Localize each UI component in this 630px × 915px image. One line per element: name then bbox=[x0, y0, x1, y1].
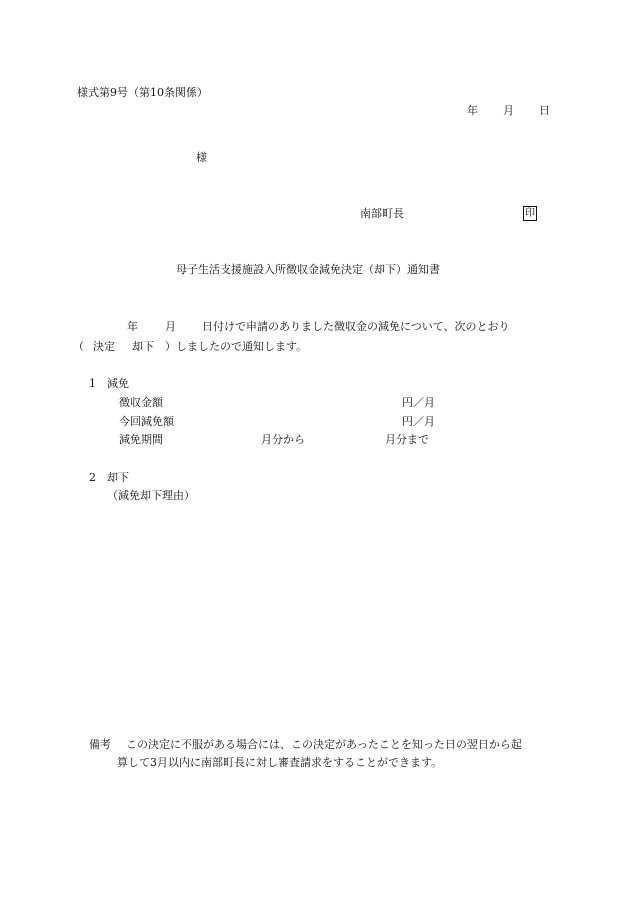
row-label: 徴収金額 bbox=[119, 396, 163, 409]
section1-heading: 減免 bbox=[107, 377, 129, 390]
period-label: 減免期間 bbox=[119, 433, 163, 446]
section1-number: 1 bbox=[89, 377, 96, 390]
body-month: 月 bbox=[165, 320, 176, 333]
document-title: 母子生活支援施設入所徴収金減免決定（却下）通知書 bbox=[176, 263, 440, 276]
body-line1: 日付けで申請のありました徴収金の減免について、次のとおり bbox=[202, 320, 510, 333]
body-line2: ）しましたので通知します。 bbox=[165, 340, 308, 353]
addressee-suffix: 様 bbox=[196, 151, 207, 164]
form-number: 様式第9号（第10条関係） bbox=[77, 86, 208, 99]
date-day: 日 bbox=[539, 104, 550, 117]
date-year: 年 bbox=[467, 104, 478, 117]
section2-heading: 却下 bbox=[107, 471, 129, 484]
section2-number: 2 bbox=[89, 471, 96, 484]
date-month: 月 bbox=[503, 104, 514, 117]
body-paren-open: （ bbox=[73, 340, 84, 353]
body-reject: 却下 bbox=[132, 340, 154, 353]
period-from: 月分から bbox=[261, 433, 305, 446]
body-year: 年 bbox=[127, 320, 138, 333]
remarks-line1: この決定に不服がある場合には、この決定があったことを知った日の翌日から起 bbox=[126, 738, 522, 751]
seal-mark: 印 bbox=[525, 208, 535, 219]
row-label: 今回減免額 bbox=[119, 415, 174, 428]
period-to: 月分まで bbox=[385, 433, 429, 446]
body-decide: 決定 bbox=[93, 340, 115, 353]
remarks-label: 備考 bbox=[89, 738, 111, 751]
row-unit: 円／月 bbox=[402, 415, 435, 428]
issuer-name: 南部町長 bbox=[360, 207, 404, 220]
row-unit: 円／月 bbox=[402, 396, 435, 409]
rejection-reason-label: （減免却下理由） bbox=[107, 489, 195, 502]
remarks-line2: 算して3月以内に南部町長に対し審査請求をすることができます。 bbox=[117, 756, 443, 769]
